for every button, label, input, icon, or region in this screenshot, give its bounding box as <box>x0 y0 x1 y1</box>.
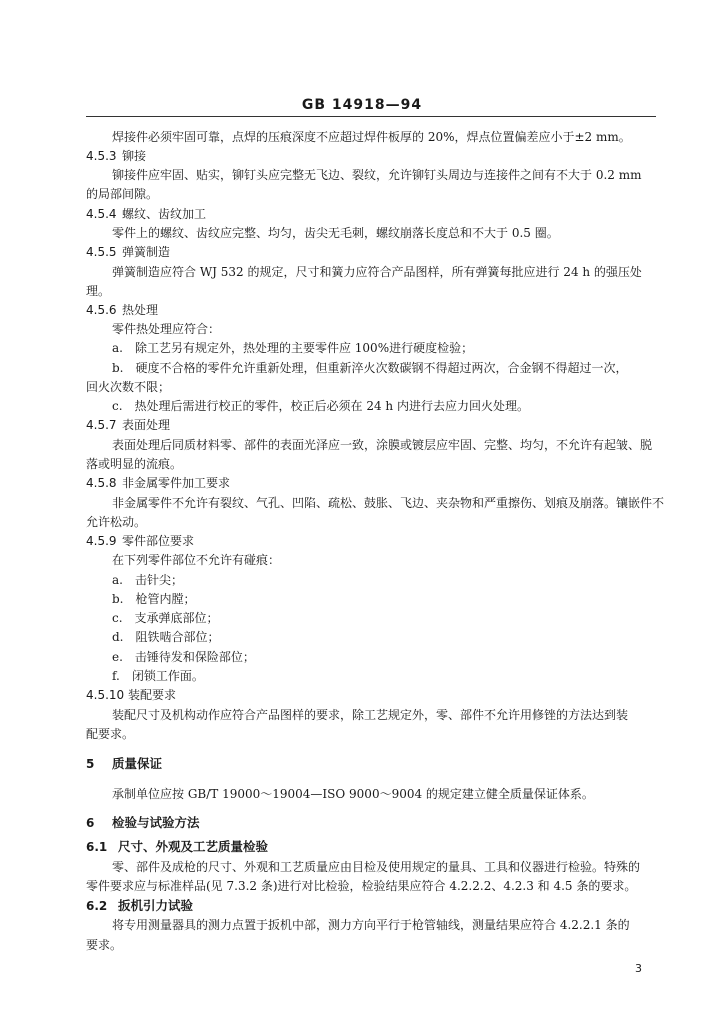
clause-title: 热处理 <box>122 303 159 317</box>
header-rule <box>86 116 656 117</box>
text-line: 要求。 <box>86 938 123 952</box>
list-item: e. 击锤待发和保险部位； <box>112 650 255 664</box>
clause-number: 4.5.5 <box>86 245 117 259</box>
subsection-number: 6.1 <box>86 840 108 854</box>
clause-number: 4.5.3 <box>86 149 117 163</box>
text-line: 表面处理后同质材料零、部件的表面光泽应一致，涂膜或镀层应牢固、完整、均匀，不允许有起皱、脱 <box>112 438 653 452</box>
subsection-heading <box>86 898 193 914</box>
section-title: 检验与试验方法 <box>112 815 200 830</box>
list-item: b. 枪管内膛； <box>112 592 196 606</box>
section-heading <box>86 756 162 772</box>
clause-heading <box>86 206 206 222</box>
list-item: a. 除工艺另有规定外，热处理的主要零件应 100%进行硬度检验； <box>112 341 474 355</box>
clause-title: 螺纹、齿纹加工 <box>122 207 207 221</box>
list-item: a. 击针尖； <box>112 573 183 587</box>
subsection-title: 扳机引力试验 <box>118 898 194 913</box>
list-item: f. 闭锁工作面。 <box>112 669 204 683</box>
clause-number: 4.5.10 <box>86 688 125 702</box>
clause-title: 装配要求 <box>128 688 177 702</box>
subsection-number: 6.2 <box>86 899 108 913</box>
clause-number: 4.5.4 <box>86 207 117 221</box>
standard-number-header: GB 14918—94 <box>301 97 423 113</box>
text-line: 将专用测量器具的测力点置于扳机中部，测力方向平行于枪管轴线，测量结果应符合 4.2.2.1 条的 <box>112 918 630 932</box>
subsection-title: 尺寸、外观及工艺质量检验 <box>118 839 269 854</box>
text-line: 焊接件必须牢固可靠，点焊的压痕深度不应超过焊件板厚的 20%，焊点位置偏差应小于±2 mm。 <box>112 130 631 144</box>
clause-title: 非金属零件加工要求 <box>122 476 231 490</box>
clause-number: 4.5.8 <box>86 476 117 490</box>
text-line: 铆接件应牢固、贴实，铆钉头应完整无飞边、裂纹，允许铆钉头周边与连接件之间有不大于 0.2 mm <box>112 168 642 182</box>
list-item: c. 热处理后需进行校正的零件，校正后必须在 24 h 内进行去应力回火处理。 <box>112 399 529 413</box>
clause-heading <box>86 302 158 318</box>
list-item: b. 硬度不合格的零件允许重新处理，但重新淬火次数碳钢不得超过两次，合金钢不得超过一次， <box>112 361 628 375</box>
text-line: 承制单位应按 GB/T 19000～19004—ISO 9000～9004 的规定建立健全质量保证体系。 <box>112 787 594 801</box>
clause-heading <box>86 148 146 164</box>
clause-heading <box>86 244 170 260</box>
text-line: 装配尺寸及机构动作应符合产品图样的要求，除工艺规定外，零、部件不允许用修锉的方法达到装 <box>112 708 629 722</box>
text-line: 落或明显的流痕。 <box>86 457 183 471</box>
text-line: 理。 <box>86 284 111 298</box>
clause-title: 零件部位要求 <box>122 534 195 548</box>
text-line: 在下列零件部位不允许有碰痕： <box>112 553 281 567</box>
section-title: 质量保证 <box>112 756 163 771</box>
clause-heading <box>86 417 170 433</box>
clause-number: 4.5.6 <box>86 303 117 317</box>
list-item: c. 支承弹底部位； <box>112 611 219 625</box>
text-line: 弹簧制造应符合 WJ 532 的规定，尺寸和簧力应符合产品图样，所有弹簧每批应进行 24 h 的强压处 <box>112 265 642 279</box>
page-number: 3 <box>635 962 642 975</box>
subsection-heading <box>86 839 268 855</box>
clause-number: 4.5.9 <box>86 534 117 548</box>
clause-title: 铆接 <box>122 149 147 163</box>
text-line: 回火次数不限； <box>86 380 171 394</box>
list-item: d. 阻铁啮合部位； <box>112 630 220 644</box>
clause-number: 4.5.7 <box>86 418 117 432</box>
text-line: 零件要求应与标准样品(见 7.3.2 条)进行对比检验，检验结果应符合 4.2.2.2、4.2.3 和 4.5 条的要求。 <box>86 879 637 893</box>
text-line: 非金属零件不允许有裂纹、气孔、凹陷、疏松、鼓胀、飞边、夹杂物和严重擦伤、划痕及崩落。镶嵌件不 <box>112 496 665 510</box>
text-line: 允许松动。 <box>86 515 147 529</box>
clause-title: 表面处理 <box>122 418 171 432</box>
section-heading <box>86 815 200 831</box>
text-line: 的局部间隙。 <box>86 187 159 201</box>
text-line: 零件热处理应符合： <box>112 322 221 336</box>
section-number: 6 <box>86 816 95 830</box>
text-line: 配要求。 <box>86 727 135 741</box>
text-line: 零件上的螺纹、齿纹应完整、均匀，齿尖无毛刺，螺纹崩落长度总和不大于 0.5 圈。 <box>112 226 559 240</box>
text-line: 零、部件及成枪的尺寸、外观和工艺质量应由目检及使用规定的量具、工具和仪器进行检验。特殊的 <box>112 860 641 874</box>
clause-heading <box>86 475 230 491</box>
clause-heading <box>86 533 194 549</box>
clause-title: 弹簧制造 <box>122 245 171 259</box>
section-number: 5 <box>86 757 95 771</box>
clause-heading <box>86 687 176 703</box>
